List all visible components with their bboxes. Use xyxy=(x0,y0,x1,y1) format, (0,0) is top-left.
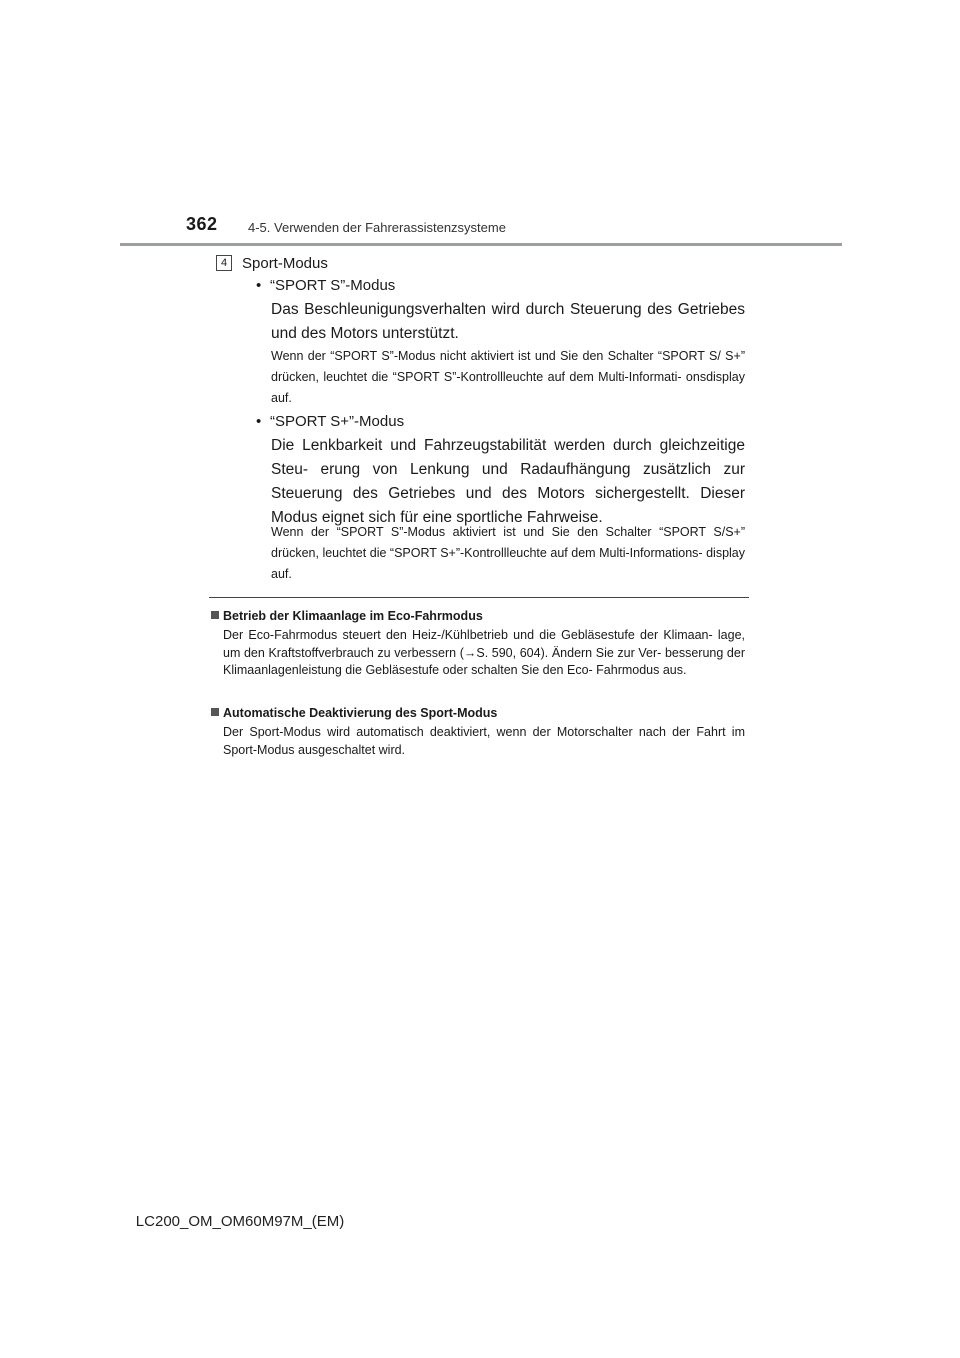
square-bullet-icon xyxy=(211,611,219,619)
header-divider xyxy=(120,243,842,246)
note-heading-sport-text: Automatische Deaktivierung des Sport-Modus xyxy=(223,706,498,720)
footer-code xyxy=(0,1213,960,1230)
sport-s-note: Wenn der “SPORT S”-Modus nicht aktiviert ist und Sie den Schalter “SPORT S/ S+” drücken, leuchtet die “SPORT S”-Kontrollleuchte auf dem Multi-Informati- onsdisplay auf. xyxy=(271,349,745,405)
item-title: Sport-Modus xyxy=(242,255,328,272)
section-title: 4-5. Verwenden der Fahrerassistenzsysteme xyxy=(248,220,506,235)
footer-code-text: LC200_OM_OM60M97M_(EM) xyxy=(135,1213,345,1230)
bullet-icon: • xyxy=(256,277,262,294)
note-heading-eco-text: Betrieb der Klimaanlage im Eco-Fahrmodus xyxy=(223,609,483,623)
square-bullet-icon xyxy=(211,708,219,716)
item-number-badge: 4 xyxy=(216,255,232,271)
note-heading-sport xyxy=(211,706,497,720)
sport-s-heading xyxy=(256,277,395,294)
sport-s-plus-body: Die Lenkbarkeit und Fahrzeugstabilität werden durch gleichzeitige Steu- erung von Lenkung und Radaufhängung zusätzlich zur Steuerung des Getriebes und des Motors sichergestellt. Dieser Modus eignet sich für eine sportliche Fahrweise. xyxy=(271,437,745,526)
note-text-sport: Der Sport-Modus wird automatisch deaktiviert, wenn der Motorschalter nach der Fahrt im Sport-Modus ausgeschaltet wird. xyxy=(223,725,745,757)
note-heading-eco xyxy=(211,609,483,623)
note-text-eco: Der Eco-Fahrmodus steuert den Heiz-/Kühlbetrieb und die Gebläsestufe der Klimaan- lage, um den Kraftstoffverbrauch zu verbessern (→S. 590, 604). Ändern Sie zur Ver- besserung der Klimaanlagenleistung die Gebläsestufe oder schalten Sie den Eco- Fahrmodus aus. xyxy=(223,628,745,677)
section-divider xyxy=(209,597,749,598)
sport-s-body: Das Beschleunigungsverhalten wird durch Steuerung des Getriebes und des Motors unterstützt. xyxy=(271,301,745,342)
sport-s-plus-label: “SPORT S+”-Modus xyxy=(270,413,405,430)
page-number: 362 xyxy=(186,214,218,234)
sport-s-label: “SPORT S”-Modus xyxy=(270,277,396,294)
bullet-icon: • xyxy=(256,413,262,430)
sport-s-plus-heading xyxy=(256,413,404,430)
sport-s-plus-note: Wenn der “SPORT S”-Modus aktiviert ist und Sie den Schalter “SPORT S/S+” drücken, leuchtet die “SPORT S+”-Kontrollleuchte auf dem Multi-Informations- display auf. xyxy=(271,525,745,581)
